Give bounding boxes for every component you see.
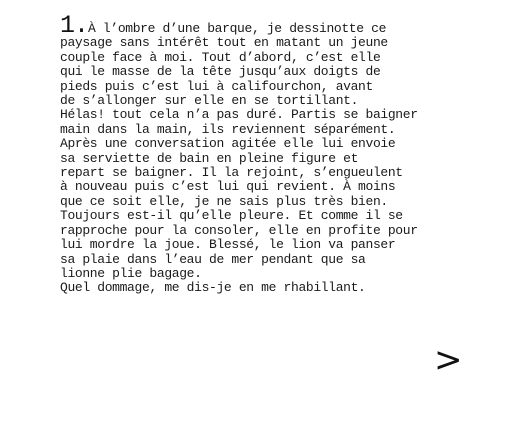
text-line: à nouveau puis c’est lui qui revient. À moins — [60, 179, 396, 195]
text-line: lionne plie bagage. — [60, 265, 202, 281]
text-line: couple face à moi. Tout d’abord, c’est elle — [60, 49, 381, 65]
text-line: qui le masse de la tête jusqu’aux doigts de — [60, 64, 381, 80]
next-page-arrow-icon[interactable]: > — [434, 340, 463, 380]
text-line: de s’allonger sur elle en se tortillant. — [60, 93, 359, 109]
text-line: lui mordre la joue. Blessé, le lion va panser — [60, 237, 396, 253]
text-line: pieds puis c’est lui à califourchon, avant — [60, 78, 373, 94]
text-line: paysage sans intérêt tout en matant un jeune — [60, 35, 388, 51]
text-line: Hélas! tout cela n’a pas duré. Partis se baigner — [60, 107, 418, 123]
text-line: main dans la main, ils reviennent séparément. — [60, 121, 396, 137]
text-line: repart se baigner. Il la rejoint, s’engueulent — [60, 165, 403, 181]
text-line: rapproche pour la consoler, elle en profite pour — [60, 222, 418, 238]
story-paragraph — [60, 11, 520, 296]
text-line: sa serviette de bain en pleine figure et — [60, 150, 359, 166]
text-line: Toujours est-il qu’elle pleure. Et comme il se — [60, 208, 403, 224]
text-line: que ce soit elle, je ne sais plus très bien. — [60, 193, 388, 209]
text-line: Quel dommage, me dis-je en me rhabillant. — [60, 280, 366, 296]
first-line-text: À l’ombre d’une barque, je dessinotte ce — [88, 21, 387, 36]
text-line: Après une conversation agitée elle lui envoie — [60, 136, 396, 152]
paragraph-number: 1. — [60, 11, 89, 40]
first-line — [60, 11, 520, 40]
text-line: sa plaie dans l’eau de mer pendant que sa — [60, 251, 366, 267]
